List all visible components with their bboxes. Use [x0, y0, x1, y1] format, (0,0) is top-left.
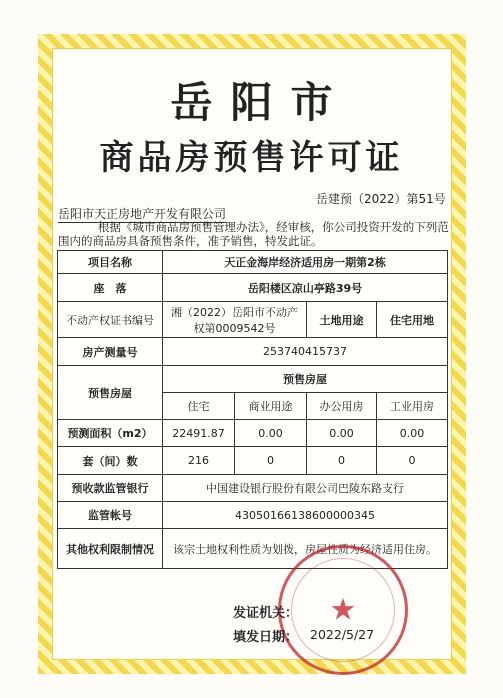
bank-label: 预收款监管银行: [58, 475, 163, 502]
cert-no-value: 湘（2022）岳阳市不动产权第0009542号: [163, 302, 307, 338]
table-row: [58, 529, 448, 569]
location-value: 岳阳楼区凉山亭路39号: [163, 274, 448, 302]
table-row: [58, 251, 448, 274]
issue-date-value: 2022/5/27: [310, 627, 375, 642]
table-row: [58, 338, 448, 366]
issuer-label: 发证机关：: [233, 606, 299, 621]
area-office: 0.00: [307, 420, 377, 447]
table-row: [58, 274, 448, 302]
project-name-label: 项目名称: [58, 251, 163, 274]
project-name-value: 天正金海岸经济适用房一期第2栋: [163, 251, 448, 274]
certificate-title-city: 岳阳市: [170, 78, 351, 127]
col-residential: 住宅: [163, 393, 235, 420]
table-row: [58, 420, 448, 447]
company-name: 岳阳市天正房地产开发有限公司: [58, 207, 227, 221]
table-row: [58, 475, 448, 502]
land-use-value: 住宅用地: [377, 302, 448, 338]
account-label: 监管帐号: [58, 502, 163, 529]
seal-star-icon: ★: [329, 592, 357, 628]
account-value: 43050166138600000345: [163, 502, 448, 529]
col-commercial: 商业用途: [235, 393, 307, 420]
table-row: [58, 302, 448, 338]
land-use-label: 土地用途: [307, 302, 377, 338]
table-row: [58, 447, 448, 475]
units-label: 套（间）数: [58, 447, 163, 475]
permit-table: [57, 250, 448, 569]
area-residential: 22491.87: [163, 420, 235, 447]
certificate-title: 商品房预售许可证: [99, 138, 404, 178]
col-industrial: 工业用房: [377, 393, 448, 420]
bank-value: 中国建设银行股份有限公司巴陵东路支行: [163, 475, 448, 502]
col-office: 办公用房: [307, 393, 377, 420]
location-label: 座 落: [58, 274, 163, 302]
survey-no-label: 房产测量号: [58, 338, 163, 366]
area-industrial: 0.00: [377, 420, 448, 447]
rights-label: 其他权利限制情况: [58, 529, 163, 569]
table-row: [58, 502, 448, 529]
units-commercial: 0: [235, 447, 307, 475]
permit-number: 岳建预（2022）第51号: [316, 192, 446, 206]
presale-header: 预售房屋: [163, 366, 448, 393]
rights-value: 该宗土地权利性质为划拨，房屋性质为经济适用住房。: [163, 529, 448, 569]
units-industrial: 0: [377, 447, 448, 475]
units-residential: 216: [163, 447, 235, 475]
area-label: 预测面积（m2）: [58, 420, 163, 447]
issue-date-label: 填发日期：: [233, 630, 299, 645]
table-row: [58, 366, 448, 393]
units-office: 0: [307, 447, 377, 475]
presale-label: 预售房屋: [58, 366, 163, 420]
cert-no-label: 不动产权证书编号: [58, 302, 163, 338]
area-commercial: 0.00: [235, 420, 307, 447]
intro-text: 根据《城市商品房预售管理办法》，经审核，你公司投资开发的下列范围内的商品房具备预售条件，准予销售，特发此证。: [58, 220, 449, 248]
survey-no-value: 253740415737: [163, 338, 448, 366]
